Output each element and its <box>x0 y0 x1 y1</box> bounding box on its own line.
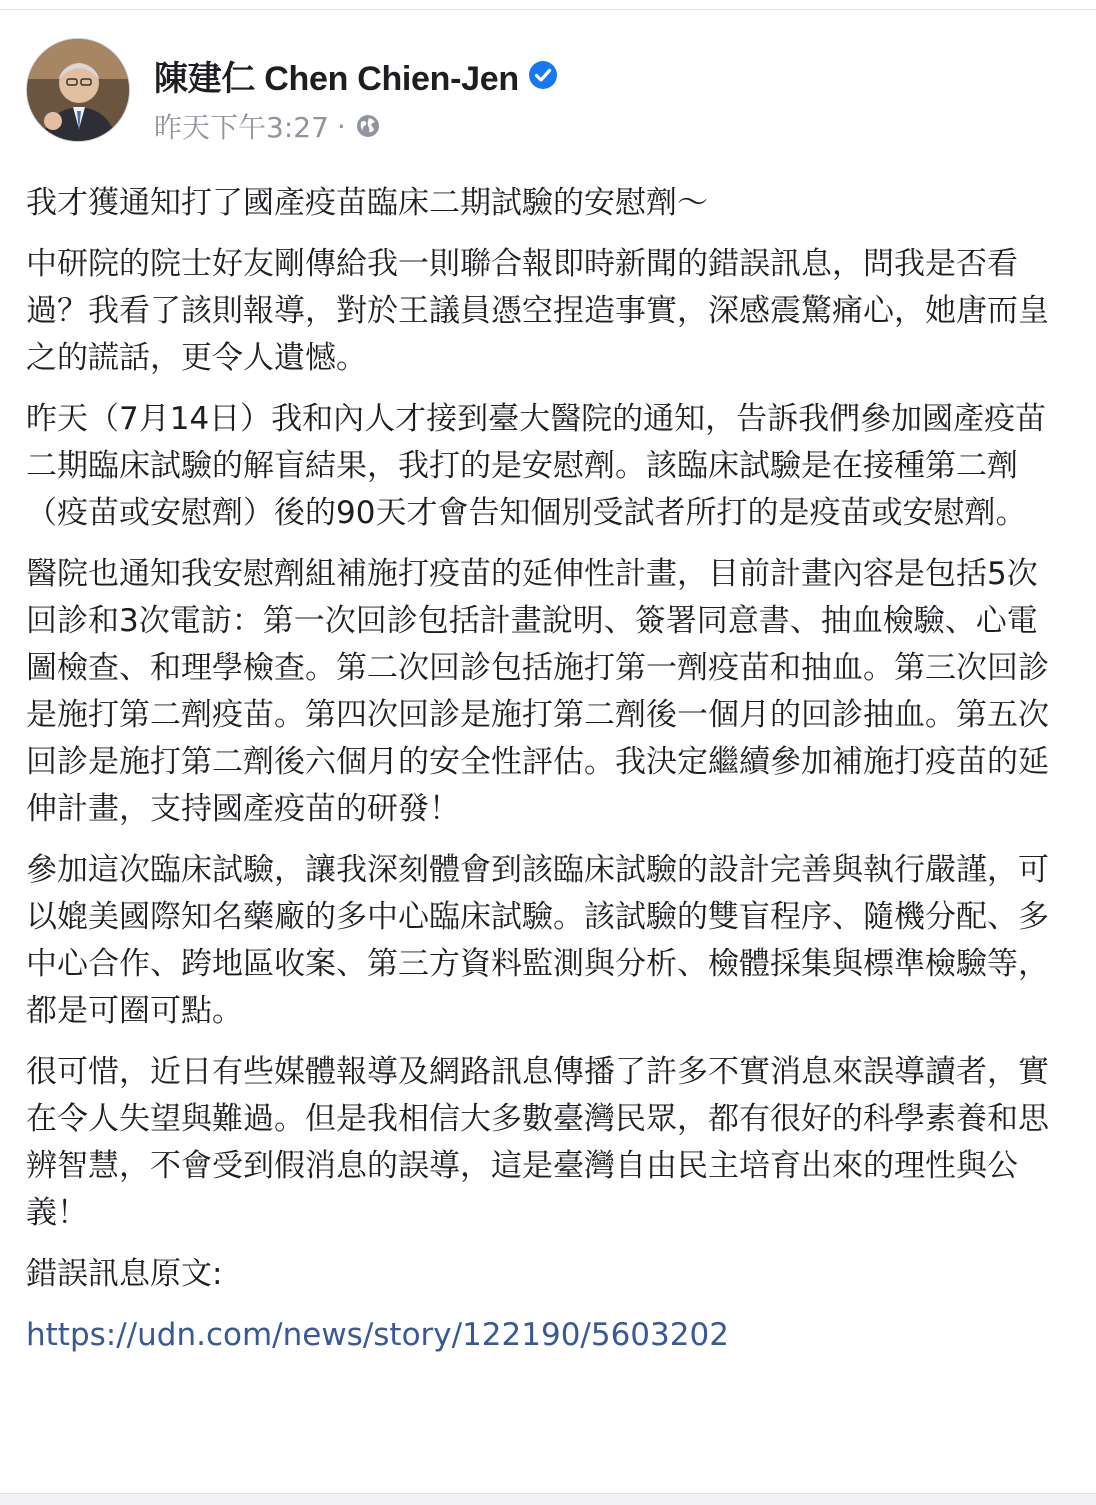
post-paragraph: 我才獲通知打了國產疫苗臨床二期試驗的安慰劑～ <box>26 185 708 221</box>
author-name[interactable]: 陳建仁 Chen Chien-Jen <box>154 59 519 98</box>
top-divider <box>0 0 1096 10</box>
post-paragraph: 昨天（7月14日）我和內人才接到臺大醫院的通知，告訴我們參加國產疫苗二期臨床試驗的解盲結果，我打的是安慰劑。該臨床試驗是在接種第二劑（疫苗或安慰劑）後的90天才會告知個別受試者所打的是疫苗或安慰劑。 <box>26 401 1047 531</box>
verified-check-icon <box>527 59 559 91</box>
source-link[interactable]: https://udn.com/news/story/122190/5603202 <box>26 1317 729 1353</box>
facebook-post <box>0 10 1096 1493</box>
globe-icon[interactable] <box>354 112 382 140</box>
author-line <box>154 50 559 100</box>
source-label: 錯誤訊息原文: <box>26 1256 223 1292</box>
bottom-divider <box>0 1493 1096 1505</box>
avatar-photo-icon <box>27 39 130 142</box>
post-body <box>26 180 1066 1373</box>
post-paragraph: 很可惜，近日有些媒體報導及網路訊息傳播了許多不實消息來誤導讀者，實在令人失望與難過。但是我相信大多數臺灣民眾，都有很好的科學素養和思辨智慧，不會受到假消息的誤導，這是臺灣自由民主培育出來的理性與公義！ <box>26 1054 1049 1231</box>
post-header <box>26 38 1066 148</box>
post-paragraph: 中研院的院士好友剛傳給我一則聯合報即時新聞的錯誤訊息，問我是否看過？我看了該則報導，對於王議員憑空捏造事實，深感震驚痛心，她唐而皇之的謊話，更令人遺憾。 <box>26 246 1049 376</box>
post-timestamp[interactable]: 昨天下午3:27 <box>154 111 329 144</box>
post-paragraph: 參加這次臨床試驗，讓我深刻體會到該臨床試驗的設計完善與執行嚴謹，可以媲美國際知名藥廠的多中心臨床試驗。該試驗的雙盲程序、隨機分配、多中心合作、跨地區收案、第三方資料監測與分析、檢體採集與標準檢驗等，都是可圈可點。 <box>26 852 1049 1029</box>
author-avatar[interactable] <box>26 38 130 142</box>
post-paragraph: 醫院也通知我安慰劑組補施打疫苗的延伸性計畫，目前計畫內容是包括5次回診和3次電訪：第一次回診包括計畫說明、簽署同意書、抽血檢驗、心電圖檢查、和理學檢查。第二次回診包括施打第一劑疫苗和抽血。第三次回診是施打第二劑疫苗。第四次回診是施打第二劑後一個月的回診抽血。第五次回診是施打第二劑後六個月的安全性評估。我決定繼續參加補施打疫苗的延伸計畫，支持國產疫苗的研發！ <box>26 556 1049 827</box>
post-meta <box>154 108 382 144</box>
meta-separator: · <box>336 109 346 143</box>
